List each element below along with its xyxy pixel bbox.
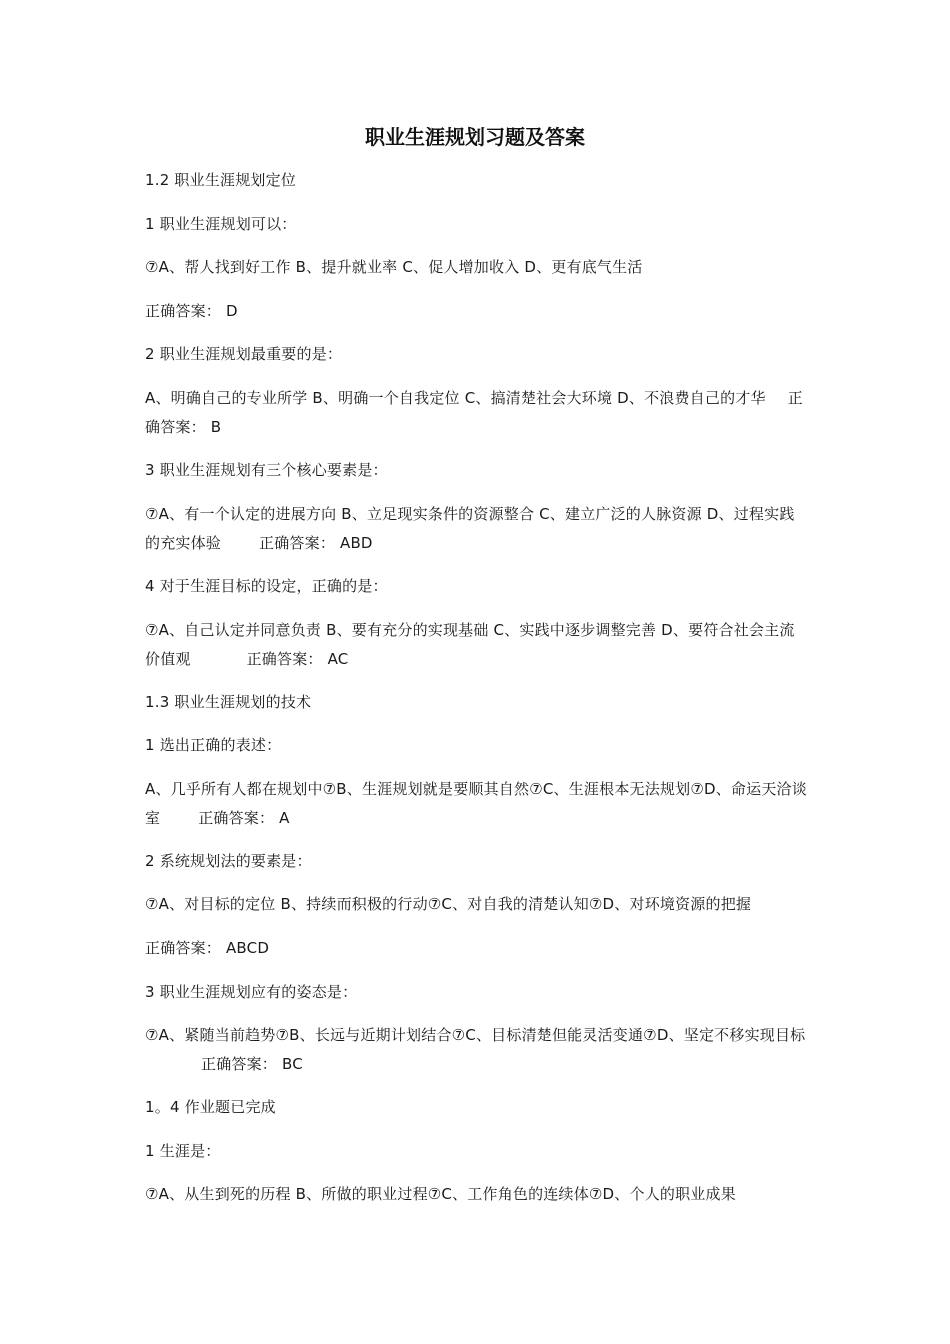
question-options: ⑦A、帮人找到好工作 B、提升就业率 C、促人增加收入 D、更有底气生活 <box>145 258 643 276</box>
question-options: ⑦A、自己认定并同意负责 B、要有充分的实现基础 C、实践中逐步调整完善 D、要符合社会主流价值观 <box>145 621 795 668</box>
question: 2 系统规划法的要素是： <box>145 852 312 870</box>
question-options: A、几乎所有人都在规划中⑦B、生涯规划就是要顺其自然⑦C、生涯根本无法规划⑦D、命运天洽谈室 <box>145 780 807 827</box>
question: 1 选出正确的表述： <box>145 736 282 754</box>
answer: 正确答案： D <box>145 302 238 320</box>
question: 1 生涯是： <box>145 1142 221 1160</box>
question-options-block <box>145 1021 809 1079</box>
question-options: ⑦A、紧随当前趋势⑦B、长远与近期计划结合⑦C、目标清楚但能灵活变通⑦D、坚定不移实现目标 <box>145 1026 806 1044</box>
question: 3 职业生涯规划应有的姿态是： <box>145 983 358 1001</box>
question-options-block <box>145 775 809 833</box>
answer: 正确答案： ABCD <box>145 939 270 957</box>
question: 1 职业生涯规划可以： <box>145 215 297 233</box>
section-heading: 1.3 职业生涯规划的技术 <box>145 693 312 711</box>
question-options: A、明确自己的专业所学 B、明确一个自我定位 C、搞清楚社会大环境 D、不浪费自己的才华 <box>145 389 766 407</box>
answer: 正确答案： B <box>145 389 803 436</box>
section-heading: 1。4 作业题已完成 <box>145 1098 276 1116</box>
answer: 正确答案： ABD <box>259 534 373 552</box>
question-options: ⑦A、有一个认定的进展方向 B、立足现实条件的资源整合 C、建立广泛的人脉资源 D、过程实践的充实体验 <box>145 505 795 552</box>
answer: 正确答案： A <box>198 809 290 827</box>
answer: 正确答案： BC <box>201 1055 303 1073</box>
document-title: 职业生涯规划习题及答案 <box>365 125 585 149</box>
question-options-block <box>145 384 809 442</box>
question-options-block <box>145 500 809 558</box>
question-options: ⑦A、从生到死的历程 B、所做的职业过程⑦C、工作角色的连续体⑦D、个人的职业成果 <box>145 1185 736 1203</box>
section-heading: 1.2 职业生涯规划定位 <box>145 171 297 189</box>
question: 3 职业生涯规划有三个核心要素是： <box>145 461 388 479</box>
answer: 正确答案： AC <box>246 650 349 668</box>
question-options-block <box>145 616 809 674</box>
question: 2 职业生涯规划最重要的是： <box>145 345 343 363</box>
question: 4 对于生涯目标的设定，正确的是： <box>145 577 388 595</box>
question-options: ⑦A、对目标的定位 B、持续而积极的行动⑦C、对自我的清楚认知⑦D、对环境资源的把握 <box>145 895 752 913</box>
